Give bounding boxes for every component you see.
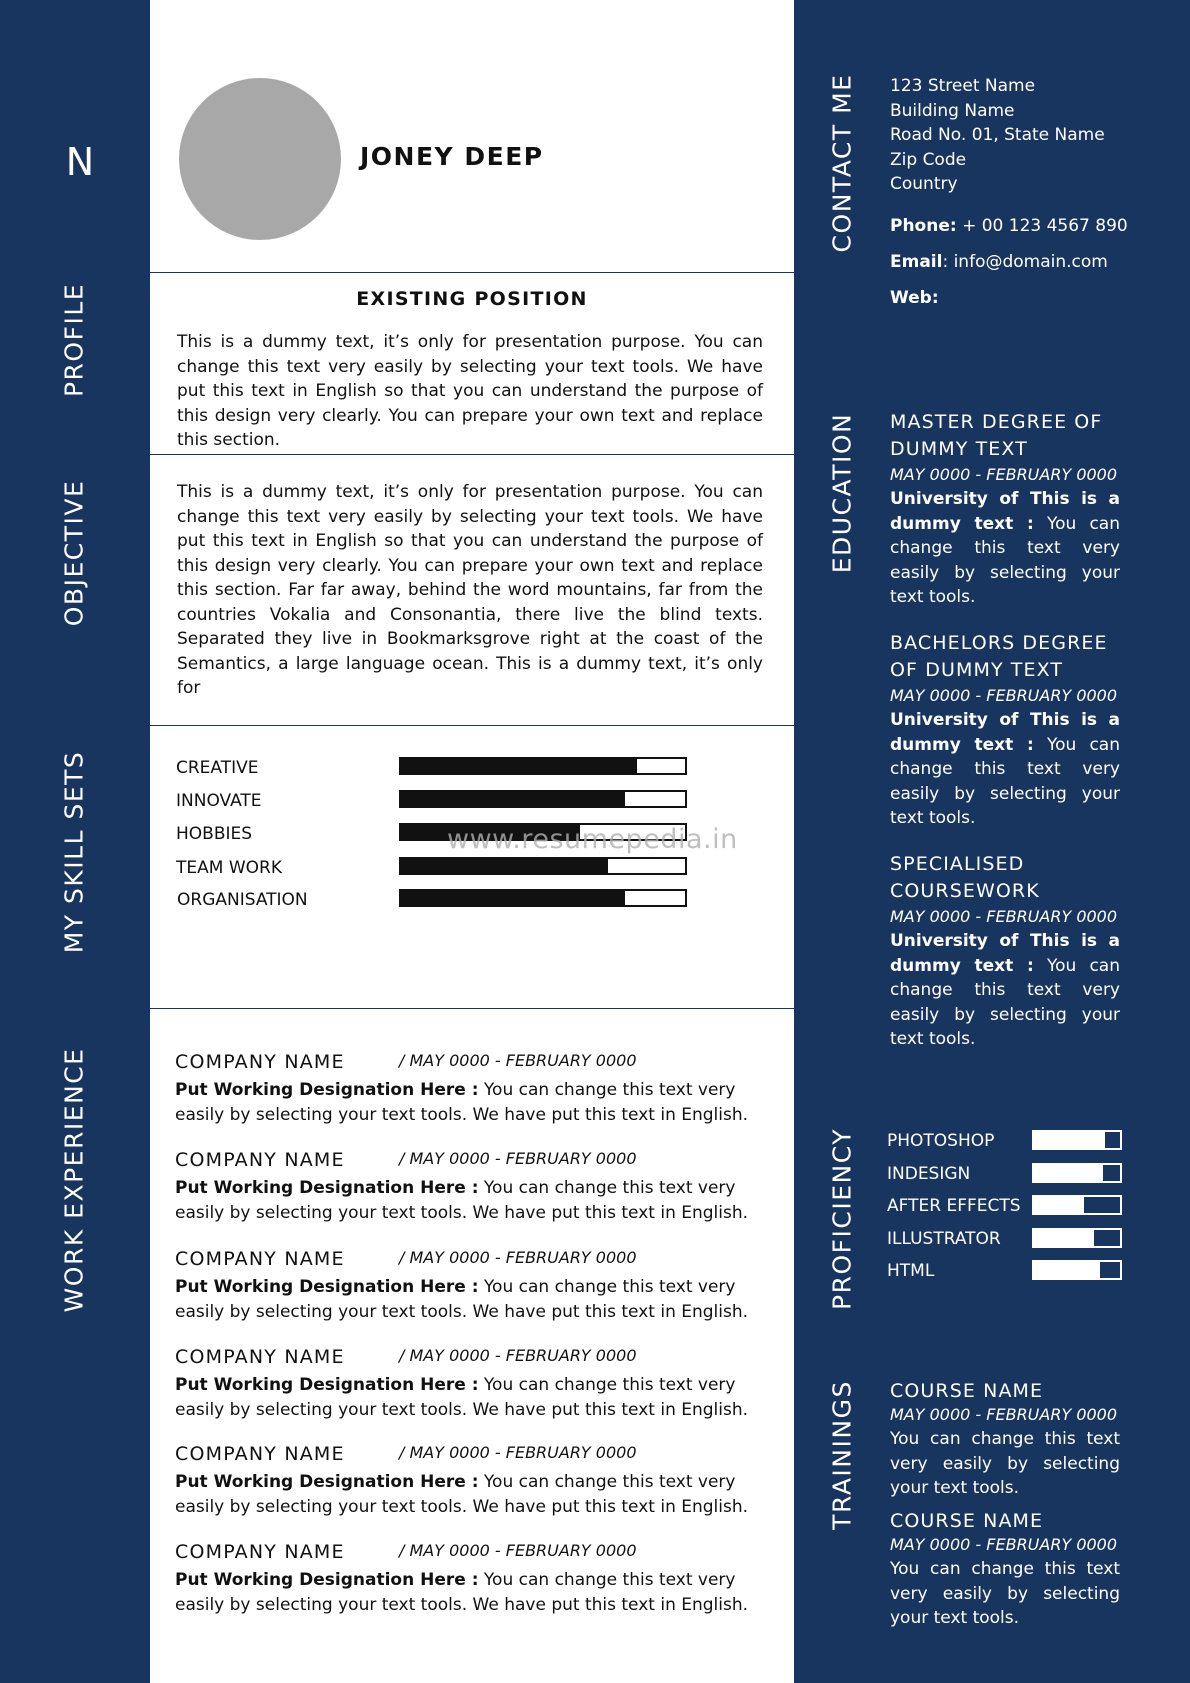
education-school: University of This is a dummy text : <box>890 489 1120 534</box>
section-label-education: EDUCATION <box>827 412 857 574</box>
company-name: COMPANY NAME <box>175 1248 345 1270</box>
address-line: Road No. 01, State Name <box>890 125 1105 145</box>
address-line: 123 Street Name <box>890 76 1036 96</box>
right-sidebar <box>794 0 1190 1683</box>
proficiency-label: HTML <box>887 1261 935 1281</box>
work-description <box>175 1470 763 1517</box>
education-description <box>890 929 1120 1049</box>
phone-line <box>890 216 1128 236</box>
designation: Put Working Designation Here : <box>175 1080 479 1100</box>
education-period: MAY 0000 - FEBRUARY 0000 <box>890 686 1118 705</box>
proficiency-bar-fill <box>1034 1262 1100 1278</box>
designation: Put Working Designation Here : <box>175 1570 479 1590</box>
course-title: COURSE NAME <box>890 1510 1044 1532</box>
training-entry <box>890 1379 1120 1500</box>
skill-bar <box>399 857 687 875</box>
skill-bar <box>399 790 687 808</box>
education-description <box>890 708 1120 828</box>
skill-bar-fill <box>401 891 625 905</box>
education-text: You can change this text very easily by selecting your text tools. <box>890 955 1120 1049</box>
work-text: You can change this text very easily by selecting your text tools. We have put this text in English. <box>175 1570 749 1615</box>
work-period: / MAY 0000 - FEBRUARY 0000 <box>399 1051 637 1070</box>
company-name: COMPANY NAME <box>175 1149 345 1171</box>
skill-bar <box>399 757 687 775</box>
company-name: COMPANY NAME <box>175 1051 345 1073</box>
address-line: Country <box>890 174 958 194</box>
education-title: BACHELORS DEGREE OF DUMMY TEXT <box>890 632 1108 681</box>
existing-position-title: EXISTING POSITION <box>356 288 588 310</box>
education-entry <box>890 409 1120 607</box>
work-period: / MAY 0000 - FEBRUARY 0000 <box>399 1149 637 1168</box>
designation: Put Working Designation Here : <box>175 1277 479 1297</box>
company-name: COMPANY NAME <box>175 1346 345 1368</box>
work-description <box>175 1176 763 1223</box>
proficiency-label: PHOTOSHOP <box>887 1131 995 1151</box>
skill-label: INNOVATE <box>176 791 262 811</box>
proficiency-bar-fill <box>1034 1230 1094 1246</box>
existing-position-text: This is a dummy text, it’s only for presentation purpose. You can change this text very easily by selecting your text tools. We have put this text in English so that you can understand the purpose of this design very clearly. You can prepare your own text and replace this section. <box>177 332 763 450</box>
web-line <box>890 288 939 308</box>
designation: Put Working Designation Here : <box>175 1178 479 1198</box>
education-entry <box>890 851 1120 1049</box>
skill-bar <box>399 889 687 907</box>
address-line: Building Name <box>890 100 1015 121</box>
work-period: / MAY 0000 - FEBRUARY 0000 <box>399 1248 637 1267</box>
skill-label: HOBBIES <box>176 824 253 844</box>
objective-text: This is a dummy text, it’s only for presentation purpose. You can change this text very easily by selecting your text tools. We have put this text in English so that you can understand the purpose of this design very clearly. You can prepare your own text and replace this section. Far far away, behind the word mountains, far from the countries Vokalia and Consonantia, there live the blind texts. Separated they live in Bookmarksgrove right at the coast of the Semantics, a large language ocean. This is a dummy text, it’s only for <box>177 482 763 698</box>
education-entry <box>890 630 1120 828</box>
education-description <box>890 487 1120 607</box>
skill-bar-fill <box>401 759 637 773</box>
phone-value: + 00 123 4567 890 <box>956 216 1128 236</box>
designation: Put Working Designation Here : <box>175 1375 479 1395</box>
skill-bar-fill <box>401 859 608 873</box>
work-description <box>175 1078 763 1125</box>
section-label-proficiency: PROFICIENCY <box>827 1128 857 1310</box>
email-value: : info@domain.com <box>942 252 1108 272</box>
skill-bar-fill <box>401 792 625 806</box>
education-period: MAY 0000 - FEBRUARY 0000 <box>890 465 1118 484</box>
address-line: Zip Code <box>890 149 967 170</box>
web-label: Web: <box>890 288 939 308</box>
section-label-contact: CONTACT ME <box>827 73 857 253</box>
skill-label: ORGANISATION <box>177 890 308 910</box>
education-period: MAY 0000 - FEBRUARY 0000 <box>890 907 1118 926</box>
work-text: You can change this text very easily by selecting your text tools. We have put this text in English. <box>175 1277 749 1322</box>
email-label: Email <box>890 252 943 272</box>
divider <box>150 1008 794 1009</box>
divider <box>150 454 794 455</box>
phone-label: Phone: <box>890 216 957 236</box>
designation: Put Working Designation Here : <box>175 1472 479 1492</box>
section-label-work-experience: WORK EXPERIENCE <box>59 1047 89 1313</box>
education-text: You can change this text very easily by selecting your text tools. <box>890 513 1120 607</box>
section-label-trainings: TRAININGS <box>827 1380 857 1530</box>
work-description <box>175 1568 763 1615</box>
watermark: www.resumepedia.in <box>447 824 738 855</box>
education-school: University of This is a dummy text : <box>890 931 1120 976</box>
course-period: MAY 0000 - FEBRUARY 0000 <box>890 1535 1118 1554</box>
proficiency-label: AFTER EFFECTS <box>887 1196 1021 1216</box>
work-period: / MAY 0000 - FEBRUARY 0000 <box>399 1346 637 1365</box>
monogram-initial: N <box>65 140 95 184</box>
proficiency-bar <box>1032 1195 1122 1215</box>
proficiency-label: INDESIGN <box>887 1164 971 1184</box>
skill-label: TEAM WORK <box>176 858 282 878</box>
course-period: MAY 0000 - FEBRUARY 0000 <box>890 1405 1118 1424</box>
training-entry <box>890 1509 1120 1628</box>
course-text: You can change this text very easily by selecting your text tools. <box>890 1559 1120 1628</box>
proficiency-bar <box>1032 1163 1122 1183</box>
course-text: You can change this text very easily by selecting your text tools. <box>890 1429 1120 1498</box>
divider <box>150 725 794 726</box>
work-text: You can change this text very easily by selecting your text tools. We have put this text in English. <box>175 1080 749 1125</box>
proficiency-label: ILLUSTRATOR <box>887 1229 1001 1249</box>
course-title: COURSE NAME <box>890 1380 1044 1402</box>
work-description <box>175 1373 763 1420</box>
left-sidebar <box>0 0 150 1683</box>
work-text: You can change this text very easily by selecting your text tools. We have put this text in English. <box>175 1375 749 1420</box>
person-name: JONEY DEEP <box>360 142 544 171</box>
company-name: COMPANY NAME <box>175 1443 345 1465</box>
address-block <box>890 74 1105 197</box>
divider <box>150 272 794 273</box>
education-text: You can change this text very easily by selecting your text tools. <box>890 734 1120 828</box>
work-period: / MAY 0000 - FEBRUARY 0000 <box>399 1541 637 1560</box>
proficiency-bar <box>1032 1228 1122 1248</box>
email-line <box>890 252 1108 272</box>
proficiency-bar-fill <box>1034 1165 1103 1181</box>
work-text: You can change this text very easily by selecting your text tools. We have put this text in English. <box>175 1472 749 1517</box>
proficiency-bar-fill <box>1034 1132 1105 1148</box>
proficiency-bar-fill <box>1034 1197 1084 1213</box>
proficiency-bar <box>1032 1130 1122 1150</box>
avatar <box>179 78 341 240</box>
section-label-skill-sets: MY SKILL SETS <box>59 750 89 954</box>
skill-label: CREATIVE <box>176 758 259 778</box>
education-school: University of This is a dummy text : <box>890 710 1120 755</box>
education-title: SPECIALISED COURSEWORK <box>890 853 1040 902</box>
work-text: You can change this text very easily by selecting your text tools. We have put this text in English. <box>175 1178 749 1223</box>
proficiency-bar <box>1032 1260 1122 1280</box>
section-label-profile: PROFILE <box>59 282 89 398</box>
section-label-objective: OBJECTIVE <box>59 479 89 627</box>
education-title: MASTER DEGREE OF DUMMY TEXT <box>890 411 1103 460</box>
company-name: COMPANY NAME <box>175 1541 345 1563</box>
work-period: / MAY 0000 - FEBRUARY 0000 <box>399 1443 637 1462</box>
work-description <box>175 1275 763 1322</box>
